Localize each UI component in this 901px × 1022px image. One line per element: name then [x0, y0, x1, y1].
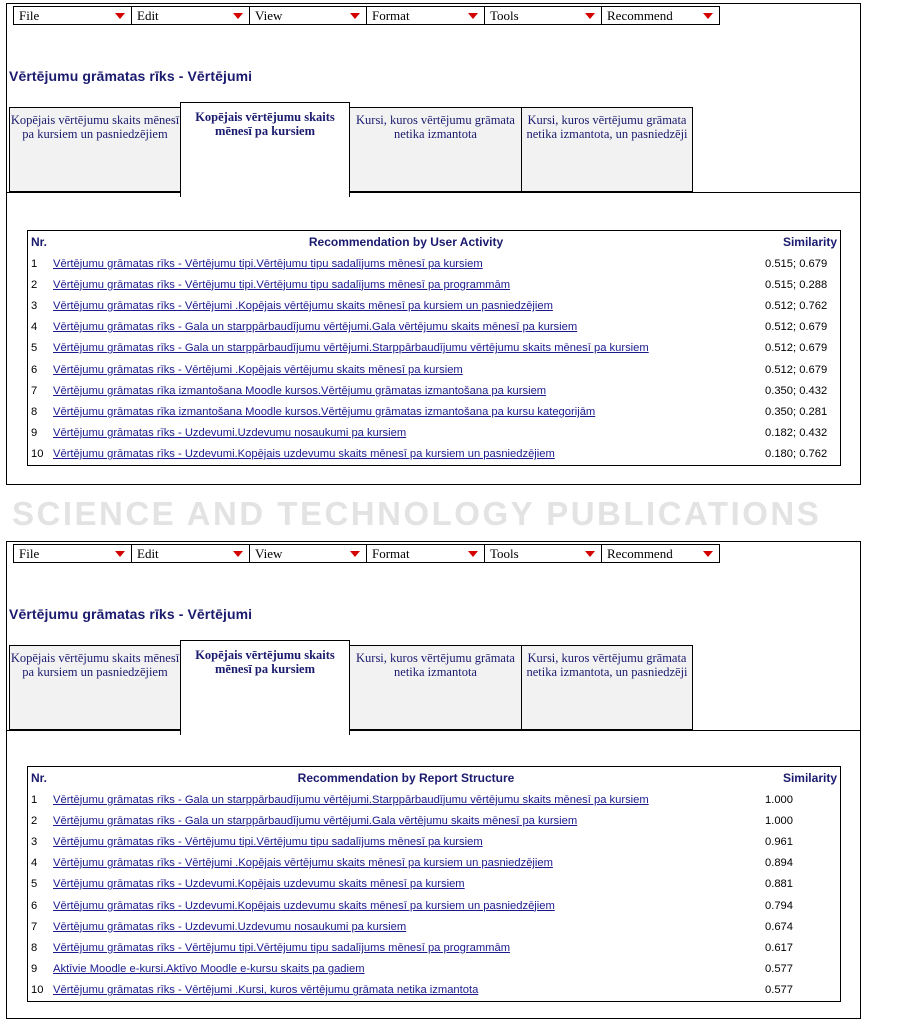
- tab-courses-without-gradebook[interactable]: Kursi, kuros vērtējumu grāmata netika izmantota: [349, 107, 522, 192]
- menu-bar: [13, 544, 720, 563]
- menu-tools-label: Tools: [490, 545, 519, 561]
- row-number: 4: [31, 857, 38, 870]
- header-recommendation: Recommendation by Report Structure: [297, 771, 515, 785]
- recommendation-table: [27, 766, 841, 1002]
- dropdown-arrow-icon: [115, 13, 125, 19]
- header-similarity: Similarity: [782, 235, 837, 249]
- menu-tools-label: Tools: [490, 7, 519, 23]
- tab-total-by-course-and-teacher[interactable]: Kopējais vērtējumu skaits mēnesī pa kursiem un pasniedzējiem: [9, 107, 181, 192]
- menu-file[interactable]: [13, 544, 132, 563]
- tab-courses-without-gradebook-teachers[interactable]: Kursi, kuros vērtējumu grāmata netika izmantota, un pasniedzēji: [521, 107, 693, 192]
- menu-file-label: File: [19, 545, 40, 561]
- similarity-value: 0.617: [765, 941, 793, 954]
- menu-tools[interactable]: [484, 544, 602, 563]
- recommendation-link[interactable]: Vērtējumu grāmatas rīks - Uzdevumi.Kopējais uzdevumu skaits mēnesī pa kursiem un pasniedzējiem: [53, 899, 555, 912]
- recommendation-link[interactable]: Vērtējumu grāmatas rīks - Vērtējumu tipi.Vērtējumu tipu sadalījums mēnesī pa programmām: [53, 278, 511, 291]
- similarity-value: 0.180; 0.762: [765, 448, 828, 461]
- row-number: 6: [31, 899, 38, 912]
- menu-view[interactable]: [249, 6, 367, 25]
- panel-user-activity: [6, 3, 861, 485]
- table-row: [28, 789, 841, 810]
- recommendation-table: [27, 230, 841, 466]
- tab-courses-without-gradebook-teachers[interactable]: Kursi, kuros vērtējumu grāmata netika izmantota, un pasniedzēji: [521, 645, 693, 730]
- recommendation-link[interactable]: Aktīvie Moodle e-kursi.Aktīvo Moodle e-kursu skaits pa gadiem: [53, 963, 365, 976]
- similarity-value: 1.000: [765, 793, 793, 806]
- similarity-value: 0.515; 0.288: [765, 278, 828, 291]
- row-number: 10: [31, 448, 44, 461]
- menu-edit[interactable]: [131, 544, 250, 563]
- row-number: 2: [31, 278, 38, 291]
- recommendation-link[interactable]: Vērtējumu grāmatas rīks - Vērtējumi .Kopējais vērtējumu skaits mēnesī pa kursiem un pasniedzējiem: [53, 299, 553, 312]
- menu-tools[interactable]: [484, 6, 602, 25]
- recommendation-link[interactable]: Vērtējumu grāmatas rīks - Vērtējumi .Kopējais vērtējumu skaits mēnesī pa kursiem: [53, 363, 463, 376]
- dropdown-arrow-icon: [115, 551, 125, 557]
- table-row: [28, 359, 841, 380]
- dropdown-arrow-icon: [703, 13, 713, 19]
- menu-view-label: View: [255, 545, 283, 561]
- recommendation-link[interactable]: Vērtējumu grāmatas rīks - Gala un starppārbaudījumu vērtējumi.Starppārbaudījumu vērtējumu skaits mēnesī pa kursiem: [53, 793, 649, 806]
- recommendation-link[interactable]: Vērtējumu grāmatas rīka izmantošana Moodle kursos.Vērtējumu grāmatas izmantošana pa kursu kategorijām: [53, 405, 596, 418]
- watermark-text: SCIENCE AND TECHNOLOGY PUBLICATIONS: [12, 495, 822, 532]
- similarity-value: 0.894: [765, 857, 793, 870]
- table-row: [28, 980, 841, 1002]
- menu-view[interactable]: [249, 544, 367, 563]
- similarity-value: 0.961: [765, 835, 793, 848]
- table-row: [28, 380, 841, 401]
- row-number: 9: [31, 963, 38, 976]
- recommendation-link[interactable]: Vērtējumu grāmatas rīks - Uzdevumi.Kopējais uzdevumu skaits mēnesī pa kursiem: [53, 878, 465, 891]
- table-row: [28, 810, 841, 831]
- recommendation-link[interactable]: Vērtējumu grāmatas rīks - Vērtējumi .Kopējais vērtējumu skaits mēnesī pa kursiem un pasniedzējiem: [53, 857, 553, 870]
- tab-divider: [349, 730, 860, 731]
- row-number: 3: [31, 299, 38, 312]
- row-number: 3: [31, 835, 38, 848]
- table-row: [28, 423, 841, 444]
- table-row: [28, 831, 841, 852]
- menu-edit-label: Edit: [137, 7, 159, 23]
- page-title: Vērtējumu grāmatas rīks - Vērtējumi: [9, 68, 253, 84]
- menu-recommend[interactable]: [601, 544, 720, 563]
- menu-format[interactable]: [366, 6, 485, 25]
- menu-format[interactable]: [366, 544, 485, 563]
- similarity-value: 0.674: [765, 920, 793, 933]
- similarity-value: 0.794: [765, 899, 793, 912]
- similarity-value: 0.881: [765, 878, 793, 891]
- menu-edit[interactable]: [131, 6, 250, 25]
- table-row: [28, 959, 841, 980]
- page-title: Vērtējumu grāmatas rīks - Vērtējumi: [9, 606, 253, 622]
- table-row: [28, 853, 841, 874]
- header-similarity: Similarity: [782, 771, 837, 785]
- row-number: 8: [31, 405, 38, 418]
- row-number: 1: [31, 257, 38, 270]
- recommendation-link[interactable]: Vērtējumu grāmatas rīks - Vērtējumu tipi.Vērtējumu tipu sadalījums mēnesī pa programmām: [53, 941, 511, 954]
- menu-format-label: Format: [372, 545, 410, 561]
- similarity-value: 0.350; 0.432: [765, 384, 828, 397]
- table-header-row: [28, 767, 841, 790]
- table-row: [28, 338, 841, 359]
- table-row: [28, 937, 841, 958]
- similarity-value: 0.577: [765, 984, 793, 997]
- table-row: [28, 444, 841, 466]
- tab-total-by-course-and-teacher[interactable]: Kopējais vērtējumu skaits mēnesī pa kursiem un pasniedzējiem: [9, 645, 181, 730]
- tab-divider: [349, 192, 860, 193]
- dropdown-arrow-icon: [703, 551, 713, 557]
- table-row: [28, 317, 841, 338]
- dropdown-arrow-icon: [350, 551, 360, 557]
- table-row: [28, 295, 841, 316]
- similarity-value: 0.515; 0.679: [765, 257, 828, 270]
- header-nr: Nr.: [31, 235, 48, 249]
- similarity-value: 0.577: [765, 963, 793, 976]
- recommendation-link[interactable]: Vērtējumu grāmatas rīks - Gala un starppārbaudījumu vērtējumi.Starppārbaudījumu vērtējumu skaits mēnesī pa kursiem: [53, 342, 649, 355]
- dropdown-arrow-icon: [585, 13, 595, 19]
- panel-report-structure: [6, 541, 861, 1019]
- dropdown-arrow-icon: [468, 551, 478, 557]
- table-row: [28, 253, 841, 274]
- menu-view-label: View: [255, 7, 283, 23]
- tab-total-by-course[interactable]: Kopējais vērtējumu skaits mēnesī pa kursiem: [180, 102, 350, 197]
- tab-total-by-course[interactable]: Kopējais vērtējumu skaits mēnesī pa kursiem: [180, 640, 350, 735]
- row-number: 2: [31, 814, 38, 827]
- dropdown-arrow-icon: [233, 13, 243, 19]
- recommendation-link[interactable]: Vērtējumu grāmatas rīks - Uzdevumi.Uzdevumu nosaukumi pa kursiem: [53, 920, 407, 933]
- recommendation-link[interactable]: Vērtējumu grāmatas rīks - Gala un starppārbaudījumu vērtējumi.Gala vērtējumu skaits mēnesī pa kursiem: [53, 814, 578, 827]
- recommendation-link[interactable]: Vērtējumu grāmatas rīks - Gala un starppārbaudījumu vērtējumi.Gala vērtējumu skaits mēnesī pa kursiem: [53, 321, 578, 334]
- recommendation-link[interactable]: Vērtējumu grāmatas rīks - Vērtējumu tipi.Vērtējumu tipu sadalījums mēnesī pa kursiem: [53, 257, 483, 270]
- menu-edit-label: Edit: [137, 545, 159, 561]
- similarity-value: 0.512; 0.679: [765, 321, 828, 334]
- recommendation-link[interactable]: Vērtējumu grāmatas rīks - Uzdevumi.Kopējais uzdevumu skaits mēnesī pa kursiem un pasniedzējiem: [53, 448, 555, 461]
- table-header-row: [28, 231, 841, 254]
- similarity-value: 1.000: [765, 814, 793, 827]
- menu-format-label: Format: [372, 7, 410, 23]
- recommendation-link[interactable]: Vērtējumu grāmatas rīks - Vērtējumi .Kursi, kuros vērtējumu grāmata netika izmantota: [53, 984, 479, 997]
- tab-courses-without-gradebook[interactable]: Kursi, kuros vērtējumu grāmata netika izmantota: [349, 645, 522, 730]
- table-row: [28, 916, 841, 937]
- row-number: 5: [31, 878, 38, 891]
- table-row: [28, 274, 841, 295]
- menu-bar: [13, 6, 720, 25]
- tab-divider: [7, 192, 181, 193]
- menu-file[interactable]: [13, 6, 132, 25]
- row-number: 8: [31, 941, 38, 954]
- header-recommendation: Recommendation by User Activity: [308, 235, 504, 249]
- menu-recommend-label: Recommend: [607, 545, 673, 561]
- dropdown-arrow-icon: [350, 13, 360, 19]
- row-number: 6: [31, 363, 38, 376]
- recommendation-link[interactable]: Vērtējumu grāmatas rīks - Vērtējumu tipi.Vērtējumu tipu sadalījums mēnesī pa kursiem: [53, 835, 483, 848]
- menu-recommend-label: Recommend: [607, 7, 673, 23]
- menu-file-label: File: [19, 7, 40, 23]
- row-number: 9: [31, 427, 38, 440]
- row-number: 7: [31, 920, 38, 933]
- table-row: [28, 874, 841, 895]
- dropdown-arrow-icon: [585, 551, 595, 557]
- row-number: 4: [31, 321, 38, 334]
- dropdown-arrow-icon: [468, 13, 478, 19]
- similarity-value: 0.350; 0.281: [765, 405, 828, 418]
- tab-divider: [7, 730, 181, 731]
- similarity-value: 0.182; 0.432: [765, 427, 828, 440]
- similarity-value: 0.512; 0.679: [765, 342, 828, 355]
- table-row: [28, 895, 841, 916]
- row-number: 10: [31, 984, 44, 997]
- table-row: [28, 401, 841, 422]
- row-number: 5: [31, 342, 38, 355]
- menu-recommend[interactable]: [601, 6, 720, 25]
- recommendation-link[interactable]: Vērtējumu grāmatas rīks - Uzdevumi.Uzdevumu nosaukumi pa kursiem: [53, 427, 407, 440]
- dropdown-arrow-icon: [233, 551, 243, 557]
- row-number: 7: [31, 384, 38, 397]
- header-nr: Nr.: [31, 771, 48, 785]
- recommendation-link[interactable]: Vērtējumu grāmatas rīka izmantošana Moodle kursos.Vērtējumu grāmatas izmantošana pa kursiem: [53, 384, 547, 397]
- similarity-value: 0.512; 0.762: [765, 299, 828, 312]
- similarity-value: 0.512; 0.679: [765, 363, 828, 376]
- row-number: 1: [31, 793, 38, 806]
